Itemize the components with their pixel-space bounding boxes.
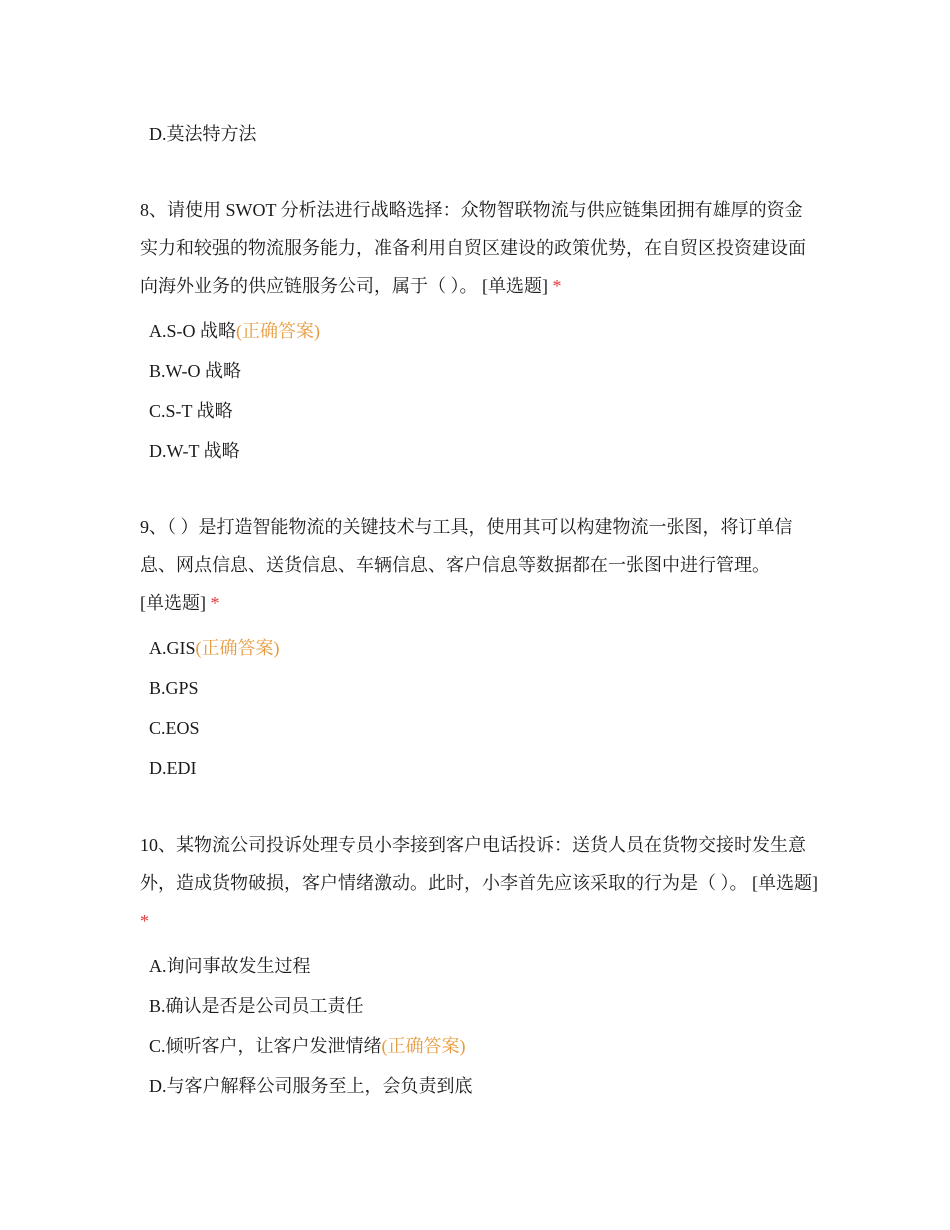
correct-answer-tag: (正确答案) bbox=[195, 638, 280, 658]
option-label: A.询问事故发生过程 bbox=[149, 956, 311, 976]
question-type: [单选题] bbox=[482, 276, 548, 296]
option-c[interactable] bbox=[149, 1026, 820, 1066]
option-label: D.W-T 战略 bbox=[149, 441, 240, 461]
previous-question-option-d bbox=[149, 120, 257, 148]
question-9 bbox=[140, 508, 820, 788]
required-star: * bbox=[210, 593, 220, 613]
option-d[interactable] bbox=[149, 431, 820, 471]
option-a[interactable] bbox=[149, 946, 820, 986]
option-label: A.S-O 战略 bbox=[149, 321, 237, 341]
option-a[interactable] bbox=[149, 311, 820, 351]
option-label: D.EDI bbox=[149, 758, 197, 778]
option-b[interactable] bbox=[149, 668, 820, 708]
option-label: D.与客户解释公司服务至上，会负责到底 bbox=[149, 1076, 473, 1096]
option-list bbox=[149, 628, 820, 788]
option-label: C.EOS bbox=[149, 718, 200, 738]
option-label: D.莫法特方法 bbox=[149, 124, 257, 144]
option-label: C.S-T 战略 bbox=[149, 401, 233, 421]
option-d[interactable] bbox=[149, 1066, 820, 1106]
question-type: [单选题] bbox=[752, 873, 818, 893]
option-list bbox=[149, 311, 820, 471]
question-8 bbox=[140, 191, 820, 471]
option-list bbox=[149, 946, 820, 1106]
question-text bbox=[140, 191, 820, 305]
option-b[interactable] bbox=[149, 986, 820, 1026]
required-star: * bbox=[140, 911, 149, 931]
question-stem: 10、某物流公司投诉处理专员小李接到客户电话投诉：送货人员在货物交接时发生意外，造成货物破损，客户情绪激动。此时，小李首先应该采取的行为是（ ）。 bbox=[140, 835, 806, 893]
option-b[interactable] bbox=[149, 351, 820, 391]
option-label: B.GPS bbox=[149, 678, 199, 698]
option-c[interactable] bbox=[149, 708, 820, 748]
option-label: B.确认是否是公司员工责任 bbox=[149, 996, 364, 1016]
option-a[interactable] bbox=[149, 628, 820, 668]
option-label: B.W-O 战略 bbox=[149, 361, 241, 381]
option-d[interactable] bbox=[149, 748, 820, 788]
option-c[interactable] bbox=[149, 391, 820, 431]
question-type: [单选题] bbox=[140, 593, 206, 613]
option-label: C.倾听客户，让客户发泄情绪 bbox=[149, 1036, 382, 1056]
option-label: A.GIS bbox=[149, 638, 196, 658]
question-text bbox=[140, 508, 820, 622]
correct-answer-tag: (正确答案) bbox=[381, 1036, 466, 1056]
question-10 bbox=[140, 826, 820, 1106]
question-stem: 9、（ ）是打造智能物流的关键技术与工具，使用其可以构建物流一张图，将订单信息、网点信息、送货信息、车辆信息、客户信息等数据都在一张图中进行管理。 bbox=[140, 517, 793, 575]
correct-answer-tag: (正确答案) bbox=[236, 321, 321, 341]
required-star: * bbox=[552, 276, 562, 296]
question-text bbox=[140, 826, 820, 940]
question-stem: 8、请使用 SWOT 分析法进行战略选择：众物智联物流与供应链集团拥有雄厚的资金实力和较强的物流服务能力，准备利用自贸区建设的政策优势，在自贸区投资建设面向海外业务的供应链服务公司，属于（ ）。 bbox=[140, 200, 806, 296]
